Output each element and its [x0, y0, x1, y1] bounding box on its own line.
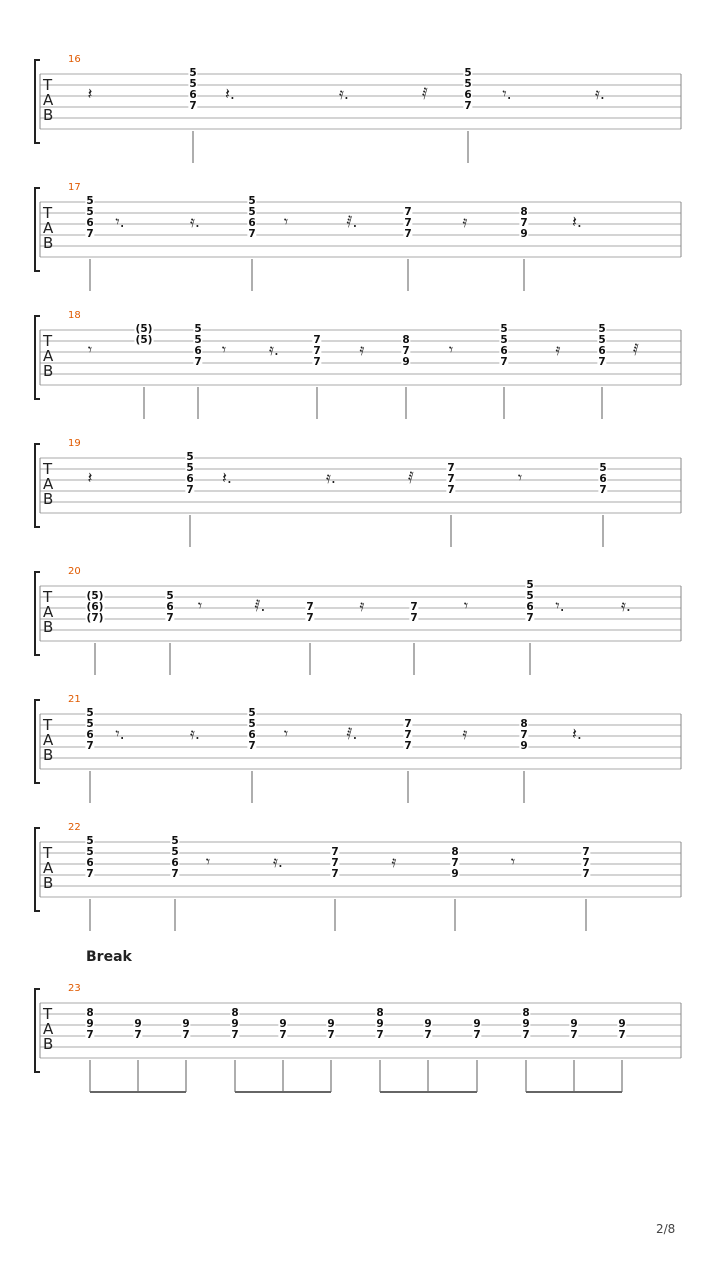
fret-number: 5	[500, 323, 508, 335]
fret-number: 8	[451, 846, 459, 858]
tab-clef-letter: A	[43, 219, 54, 237]
fret-number: 7	[327, 1029, 335, 1041]
fret-number: 7	[86, 740, 94, 752]
tab-clef-letter: B	[43, 362, 54, 380]
fret-number: 7	[598, 356, 606, 368]
fret-number: 9	[522, 1018, 530, 1030]
tab-staff	[0, 54, 720, 164]
rest-symbol: 𝄾	[517, 468, 523, 487]
tab-system-18	[0, 310, 720, 420]
fret-number: 5	[86, 846, 94, 858]
fret-number: 9	[451, 868, 459, 880]
fret-number: 7	[171, 868, 179, 880]
fret-number: 5	[194, 334, 202, 346]
tab-staff	[0, 310, 720, 420]
fret-number: 5	[186, 462, 194, 474]
rest-symbol: 𝄾	[87, 340, 93, 359]
rest-symbol: 𝄿.	[339, 84, 349, 103]
fret-number: 5	[189, 78, 197, 90]
page-number: 2/8	[656, 1222, 676, 1236]
fret-number: 7	[404, 228, 412, 240]
tab-clef-letter: T	[43, 716, 53, 734]
rest-symbol: 𝄿	[359, 340, 365, 359]
fret-number: 7	[473, 1029, 481, 1041]
fret-number: 5	[248, 707, 256, 719]
fret-number: 7	[447, 484, 455, 496]
tab-clef-letter: A	[43, 731, 54, 749]
fret-number: 7	[313, 334, 321, 346]
fret-number: 5	[86, 707, 94, 719]
fret-number: 7	[582, 857, 590, 869]
rest-symbol: 𝄽.	[572, 212, 582, 231]
tab-system-22	[0, 822, 720, 932]
fret-number: 7	[331, 868, 339, 880]
tab-clef-letter: A	[43, 347, 54, 365]
fret-number: 5	[464, 78, 472, 90]
rest-symbol: 𝄾	[463, 596, 469, 615]
fret-number: 7	[599, 484, 607, 496]
rest-symbol: 𝄾.	[502, 84, 512, 103]
rest-symbol: 𝅀	[408, 468, 414, 487]
rest-symbol: 𝄿.	[269, 340, 279, 359]
rest-symbol: 𝄽	[87, 84, 93, 103]
fret-number: 7	[313, 356, 321, 368]
tab-system-17	[0, 182, 720, 292]
rest-symbol: 𝄾.	[115, 724, 125, 743]
rest-symbol: 𝅀.	[254, 596, 266, 615]
rest-symbol: 𝅀.	[346, 212, 358, 231]
fret-number: 9	[618, 1018, 626, 1030]
tab-clef-letter: A	[43, 91, 54, 109]
tab-clef-letter: T	[43, 204, 53, 222]
fret-number: 7	[313, 345, 321, 357]
fret-number: 5	[248, 195, 256, 207]
tab-staff	[0, 983, 720, 1093]
measure-number: 17	[68, 182, 81, 193]
fret-number: 7	[464, 100, 472, 112]
rest-symbol: 𝄽.	[572, 724, 582, 743]
rest-symbol: 𝄿.	[190, 724, 200, 743]
measure-number: 21	[68, 694, 81, 705]
fret-number: 7	[582, 868, 590, 880]
fret-number: 7	[86, 868, 94, 880]
tab-staff	[0, 182, 720, 292]
measure-number: 23	[68, 983, 81, 994]
fret-number: 8	[520, 718, 528, 730]
rest-symbol: 𝄿	[359, 596, 365, 615]
fret-number: 5	[189, 67, 197, 79]
fret-number: 6	[464, 89, 472, 101]
fret-number: 7	[331, 857, 339, 869]
rest-symbol: 𝄿	[462, 724, 468, 743]
fret-number: 5	[171, 835, 179, 847]
fret-number: 7	[410, 612, 418, 624]
tab-clef-letter: A	[43, 475, 54, 493]
tab-clef-letter: T	[43, 1005, 53, 1023]
measure-number: 20	[68, 566, 81, 577]
fret-number: 7	[404, 740, 412, 752]
fret-number: 9	[231, 1018, 239, 1030]
fret-number: 6	[500, 345, 508, 357]
fret-number: 7	[404, 729, 412, 741]
rest-symbol: 𝄾	[448, 340, 454, 359]
fret-number: 7	[404, 718, 412, 730]
fret-number: 7	[86, 1029, 94, 1041]
fret-number: 8	[231, 1007, 239, 1019]
measure-number: 16	[68, 54, 81, 65]
rest-symbol: 𝄿.	[273, 852, 283, 871]
rest-symbol: 𝄿.	[595, 84, 605, 103]
fret-number: 6	[186, 473, 194, 485]
fret-number: (6)	[86, 601, 104, 613]
fret-number: 6	[166, 601, 174, 613]
fret-number: 6	[194, 345, 202, 357]
fret-number: 5	[194, 323, 202, 335]
rest-symbol: 𝄾	[510, 852, 516, 871]
tab-clef-letter: B	[43, 1035, 54, 1053]
tab-system-16	[0, 54, 720, 164]
fret-number: 6	[189, 89, 197, 101]
fret-number: 7	[526, 612, 534, 624]
rest-symbol: 𝅀	[422, 84, 428, 103]
fret-number: 7	[194, 356, 202, 368]
measure-number: 22	[68, 822, 81, 833]
fret-number: 8	[402, 334, 410, 346]
fret-number: (7)	[86, 612, 104, 624]
tab-clef-letter: T	[43, 76, 53, 94]
fret-number: 5	[500, 334, 508, 346]
tab-clef-letter: B	[43, 106, 54, 124]
fret-number: 7	[166, 612, 174, 624]
tab-staff	[0, 822, 720, 932]
system-bracket	[35, 989, 40, 1072]
rest-symbol: 𝄿	[391, 852, 397, 871]
fret-number: 5	[86, 195, 94, 207]
fret-number: 9	[279, 1018, 287, 1030]
tab-clef-letter: B	[43, 874, 54, 892]
tab-staff	[0, 566, 720, 676]
fret-number: 5	[171, 846, 179, 858]
fret-number: 9	[520, 228, 528, 240]
fret-number: 7	[231, 1029, 239, 1041]
tab-clef-letter: A	[43, 859, 54, 877]
system-bracket	[35, 444, 40, 527]
fret-number: 7	[522, 1029, 530, 1041]
fret-number: 6	[526, 601, 534, 613]
fret-number: 6	[599, 473, 607, 485]
tab-clef-letter: A	[43, 1020, 54, 1038]
fret-number: 8	[86, 1007, 94, 1019]
fret-number: 5	[186, 451, 194, 463]
fret-number: 9	[376, 1018, 384, 1030]
tab-system-19	[0, 438, 720, 548]
fret-number: 7	[404, 217, 412, 229]
rest-symbol: 𝄾	[283, 212, 289, 231]
rest-symbol: 𝄿.	[326, 468, 336, 487]
fret-number: 7	[582, 846, 590, 858]
fret-number: 9	[327, 1018, 335, 1030]
fret-number: 5	[86, 835, 94, 847]
fret-number: 6	[171, 857, 179, 869]
measure-number: 19	[68, 438, 81, 449]
fret-number: 7	[570, 1029, 578, 1041]
fret-number: 5	[248, 718, 256, 730]
fret-number: 8	[520, 206, 528, 218]
tab-clef-letter: B	[43, 234, 54, 252]
fret-number: 5	[248, 206, 256, 218]
fret-number: 9	[86, 1018, 94, 1030]
system-bracket	[35, 828, 40, 911]
rest-symbol: 𝄾	[283, 724, 289, 743]
fret-number: 7	[520, 729, 528, 741]
fret-number: 7	[402, 345, 410, 357]
tab-clef-letter: B	[43, 490, 54, 508]
system-bracket	[35, 60, 40, 143]
rest-symbol: 𝄾.	[555, 596, 565, 615]
fret-number: 9	[134, 1018, 142, 1030]
fret-number: 8	[522, 1007, 530, 1019]
tab-clef-letter: T	[43, 844, 53, 862]
rest-symbol: 𝄿	[555, 340, 561, 359]
fret-number: 7	[331, 846, 339, 858]
fret-number: 7	[410, 601, 418, 613]
fret-number: 5	[599, 462, 607, 474]
fret-number: 7	[189, 100, 197, 112]
rest-symbol: 𝅀	[633, 340, 639, 359]
rest-symbol: 𝄽	[87, 468, 93, 487]
fret-number: 6	[248, 729, 256, 741]
fret-number: 5	[598, 323, 606, 335]
system-bracket	[35, 316, 40, 399]
fret-number: 6	[86, 857, 94, 869]
tab-staff	[0, 694, 720, 804]
tab-system-23	[0, 983, 720, 1093]
fret-number: 7	[447, 473, 455, 485]
fret-number: 7	[404, 206, 412, 218]
fret-number: 7	[306, 612, 314, 624]
rest-symbol: 𝅀.	[346, 724, 358, 743]
tab-clef-letter: B	[43, 618, 54, 636]
fret-number: 5	[86, 718, 94, 730]
fret-number: 5	[526, 590, 534, 602]
fret-number: (5)	[135, 323, 153, 335]
fret-number: 5	[86, 206, 94, 218]
fret-number: 7	[86, 228, 94, 240]
tab-clef-letter: B	[43, 746, 54, 764]
fret-number: 9	[473, 1018, 481, 1030]
rest-symbol: 𝄿	[462, 212, 468, 231]
fret-number: (5)	[135, 334, 153, 346]
fret-number: 7	[424, 1029, 432, 1041]
fret-number: 8	[376, 1007, 384, 1019]
fret-number: 7	[134, 1029, 142, 1041]
rest-symbol: 𝄾	[205, 852, 211, 871]
fret-number: 9	[570, 1018, 578, 1030]
system-bracket	[35, 572, 40, 655]
measure-number: 18	[68, 310, 81, 321]
fret-number: 5	[526, 579, 534, 591]
fret-number: 7	[248, 740, 256, 752]
fret-number: 7	[376, 1029, 384, 1041]
rest-symbol: 𝄾	[221, 340, 227, 359]
fret-number: 9	[424, 1018, 432, 1030]
fret-number: 7	[500, 356, 508, 368]
fret-number: 7	[618, 1029, 626, 1041]
fret-number: 6	[598, 345, 606, 357]
rest-symbol: 𝄽.	[225, 84, 235, 103]
fret-number: 5	[464, 67, 472, 79]
fret-number: 7	[520, 217, 528, 229]
rest-symbol: 𝄿.	[621, 596, 631, 615]
tab-system-21	[0, 694, 720, 804]
fret-number: 7	[306, 601, 314, 613]
fret-number: 9	[402, 356, 410, 368]
fret-number: 5	[166, 590, 174, 602]
system-bracket	[35, 700, 40, 783]
fret-number: (5)	[86, 590, 104, 602]
fret-number: 7	[186, 484, 194, 496]
system-bracket	[35, 188, 40, 271]
fret-number: 9	[520, 740, 528, 752]
rest-symbol: 𝄾	[197, 596, 203, 615]
fret-number: 6	[248, 217, 256, 229]
fret-number: 5	[598, 334, 606, 346]
tab-staff	[0, 438, 720, 548]
section-label-break: Break	[86, 949, 132, 965]
tab-system-20	[0, 566, 720, 676]
fret-number: 7	[447, 462, 455, 474]
fret-number: 7	[279, 1029, 287, 1041]
tab-clef-letter: T	[43, 332, 53, 350]
tab-clef-letter: T	[43, 588, 53, 606]
fret-number: 7	[248, 228, 256, 240]
rest-symbol: 𝄾.	[115, 212, 125, 231]
rest-symbol: 𝄽.	[222, 468, 232, 487]
fret-number: 6	[86, 729, 94, 741]
fret-number: 9	[182, 1018, 190, 1030]
fret-number: 7	[451, 857, 459, 869]
tab-clef-letter: A	[43, 603, 54, 621]
fret-number: 7	[182, 1029, 190, 1041]
tab-clef-letter: T	[43, 460, 53, 478]
rest-symbol: 𝄿.	[190, 212, 200, 231]
fret-number: 6	[86, 217, 94, 229]
